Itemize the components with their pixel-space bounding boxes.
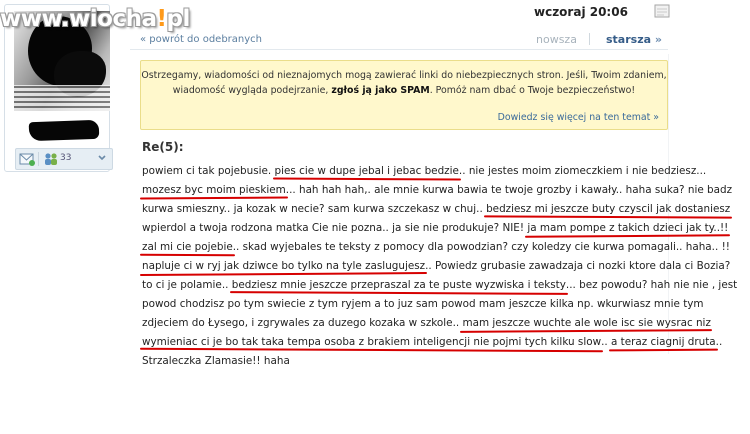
friends-count: 33 <box>60 153 72 163</box>
text-run: powod chodzisz po tym swiecie z tym ryjem a to juz sam powod mam jeszcze kilka np. wkurwiasz mnie tym <box>142 298 704 310</box>
text-run: ... bez powodu? hah nie nie , jest <box>565 279 738 291</box>
underlined-text: wymieniac ci je bo tak taka tempa osoba z brakiem inteligencji nie pojmi tych kilku slow <box>142 336 602 348</box>
message-line <box>142 277 738 296</box>
text-run: kurwa smieszny.. ja kozak w necie? sam kurwa szczekasz w chuj.. <box>142 203 487 215</box>
left-column <box>0 0 118 434</box>
text-run: Strzaleczka Zlamasie!! haha <box>142 355 290 367</box>
text-run: ... hah hah hah,. ale mnie kurwa bawia te twoje grozby i kawały.. haha suka? nie badz <box>285 184 733 196</box>
avatar-shirt-stripes <box>14 85 110 111</box>
text-run: .. <box>715 336 723 348</box>
text-run: .. nie jestes moim ziomeczkiem i nie bedziesz... <box>458 165 707 177</box>
message-line <box>142 334 723 353</box>
sender-toolbar <box>15 148 113 170</box>
older-arrow-icon: » <box>654 33 662 46</box>
people-icon[interactable] <box>43 152 59 166</box>
newer-message-link[interactable]: nowsza <box>536 33 577 46</box>
underlined-text: mam jeszcze wuchte ale wole isc sie wysrac niz <box>462 317 711 329</box>
message-line <box>142 258 731 277</box>
warning-line-1: Ostrzegamy, wiadomości od nieznajomych mogą zawierać linki do niebezpiecznych stron. Jeśli, Twoim zdaniem, <box>141 70 667 81</box>
underlined-text: zal mi cie pojebie <box>142 241 233 253</box>
text-run: powiem ci tak pojebusie. <box>142 165 275 177</box>
warning-line-2c: . Pomóż nam dbać o Twoje bezpieczeństwo! <box>429 85 636 96</box>
message-nav-bar <box>130 31 668 50</box>
report-spam-link[interactable]: zgłoś ją jako SPAM <box>331 85 430 96</box>
spam-warning-box <box>140 60 668 130</box>
watermark-accent: ! <box>156 6 167 32</box>
message-line <box>142 239 730 258</box>
underlined-text: bedziesz mnie jeszcze przepraszal za te puste wyzwiska i teksty <box>231 279 566 291</box>
underlined-text: napluje ci w ryj jak dziwce bo tylko na tyle zaslugujesz <box>142 260 426 272</box>
message-line <box>142 182 733 201</box>
older-message-link[interactable] <box>606 33 662 46</box>
text-run: .. skad wyjebales te teksty z pomocy dla powodzian? czy koledzy cie kurwa pomagali.. haha.. !! <box>232 241 730 253</box>
message-datetime: wczoraj 20:06 <box>534 5 628 19</box>
watermark-suffix: pl <box>166 6 190 32</box>
underlined-text: pies cie w dupe jebal i jebac bedzie <box>274 165 459 177</box>
envelope-icon[interactable] <box>654 2 670 20</box>
text-run: to ci je polamie.. <box>142 279 232 291</box>
message-line <box>142 315 711 334</box>
chevron-down-icon[interactable] <box>96 151 108 165</box>
message-line <box>142 220 729 239</box>
message-line <box>142 296 704 315</box>
underlined-text: ja mam pompe z takich dzieci jak ty..!! <box>527 222 729 234</box>
older-label: starsza <box>606 33 652 46</box>
message-line <box>142 163 707 182</box>
nav-separator <box>589 33 590 45</box>
message-body <box>142 163 738 372</box>
underlined-text: mozesz byc moim pieskiem <box>142 184 286 196</box>
toolbar-separator <box>38 152 39 166</box>
sender-name-redaction <box>29 120 100 141</box>
message-subject: Re(5): <box>142 140 184 154</box>
warning-line-2a: wiadomość wygląda podejrzanie, <box>172 85 332 96</box>
text-run: zdjeciem do Łysego, i zgrywales za duzego kozaka w szkole.. <box>142 317 463 329</box>
watermark-text: www.wiocha <box>0 6 157 32</box>
text-run: .. Powiedz grubasie zawadzaja ci nozki ktore dala ci Bozia? <box>425 260 731 272</box>
underlined-text: a teraz ciagnij druta <box>611 336 716 348</box>
underlined-text: bedziesz mi jeszcze buty czyscil jak dostaniesz <box>486 203 731 215</box>
text-run: .. <box>601 336 611 348</box>
mail-icon[interactable] <box>19 152 35 166</box>
learn-more-link[interactable]: Dowiedz się więcej na ten temat » <box>497 112 659 123</box>
text-run: wpierdol a twoja rodzona matka Cie nie pozna.. ja sie nie produkuje? NIE! <box>142 222 528 234</box>
back-to-inbox-link[interactable]: « powrót do odebranych <box>140 34 262 45</box>
warning-text <box>141 68 667 98</box>
message-line <box>142 353 672 372</box>
message-line <box>142 201 731 220</box>
